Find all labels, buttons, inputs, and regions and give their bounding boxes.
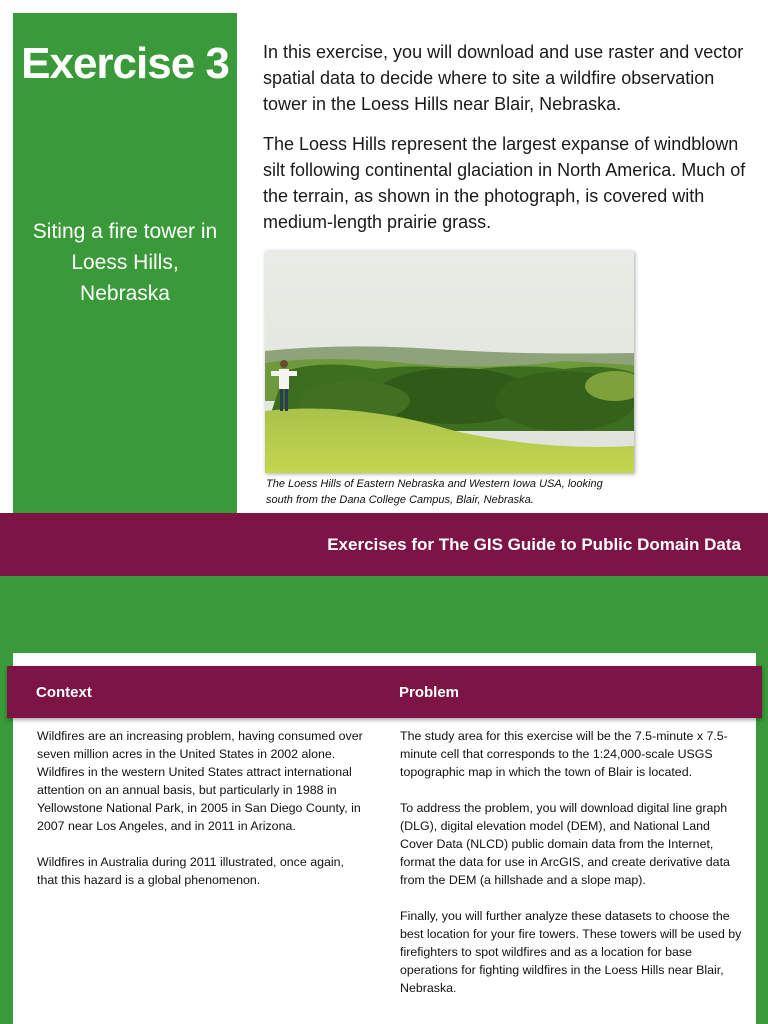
context-paragraph-1: Wildfires are an increasing problem, having consumed over seven million acres in the United States in 2002 alone. Wildfires in the western United States attract international attention on an annual basis, but particularly in 1988 in Yellowstone National Park, in 2005 in San Diego County, in 2007 near Los Angeles, and in 2011 in Arizona. (37, 729, 363, 833)
footer-banner (0, 513, 768, 576)
exercise-subtitle: Siting a fire tower in Loess Hills, Nebraska (32, 220, 218, 305)
problem-heading: Problem (399, 684, 460, 701)
context-heading: Context (36, 684, 92, 701)
loess-hills-photo (265, 251, 634, 473)
context-paragraph-2: Wildfires in Australia during 2011 illustrated, once again, that this hazard is a global phenomenon. (37, 855, 344, 887)
context-column (37, 727, 367, 907)
panel-header (7, 666, 762, 718)
intro-paragraph-2: The Loess Hills represent the largest expanse of windblown silt following continental glaciation in North America. Much of the terrain, as shown in the photograph, is covered with medium-length prairie grass. (263, 134, 746, 232)
intro-text (263, 39, 763, 249)
banner-title: Exercises for The GIS Guide to Public Domain Data (327, 535, 741, 554)
problem-column (400, 727, 745, 1015)
exercise-title: Exercise 3 (21, 39, 229, 88)
problem-paragraph-1: The study area for this exercise will be the 7.5-minute x 7.5-minute cell that corresponds to the 1:24,000-scale USGS topographic map in which the town of Blair is located. (400, 729, 728, 779)
problem-paragraph-2: To address the problem, you will download digital line graph (DLG), digital elevation model (DEM), and National Land Cover Data (NLCD) public domain data from the Internet, format the data for use in ArcGIS, and create derivative data from the DEM (a hillshade and a slope map). (400, 801, 730, 887)
photo-caption: The Loess Hills of Eastern Nebraska and Western Iowa USA, looking south from the Dana College Campus, Blair, Nebraska. (266, 478, 603, 506)
intro-paragraph-1: In this exercise, you will download and use raster and vector spatial data to decide where to site a wildfire observation tower in the Loess Hills near Blair, Nebraska. (263, 42, 744, 114)
problem-paragraph-3: Finally, you will further analyze these datasets to choose the best location for your fire towers. These towers will be used by firefighters to spot wildfires and as a location for base operations for fighting wildfires in the Loess Hills near Blair, Nebraska. (400, 909, 742, 995)
